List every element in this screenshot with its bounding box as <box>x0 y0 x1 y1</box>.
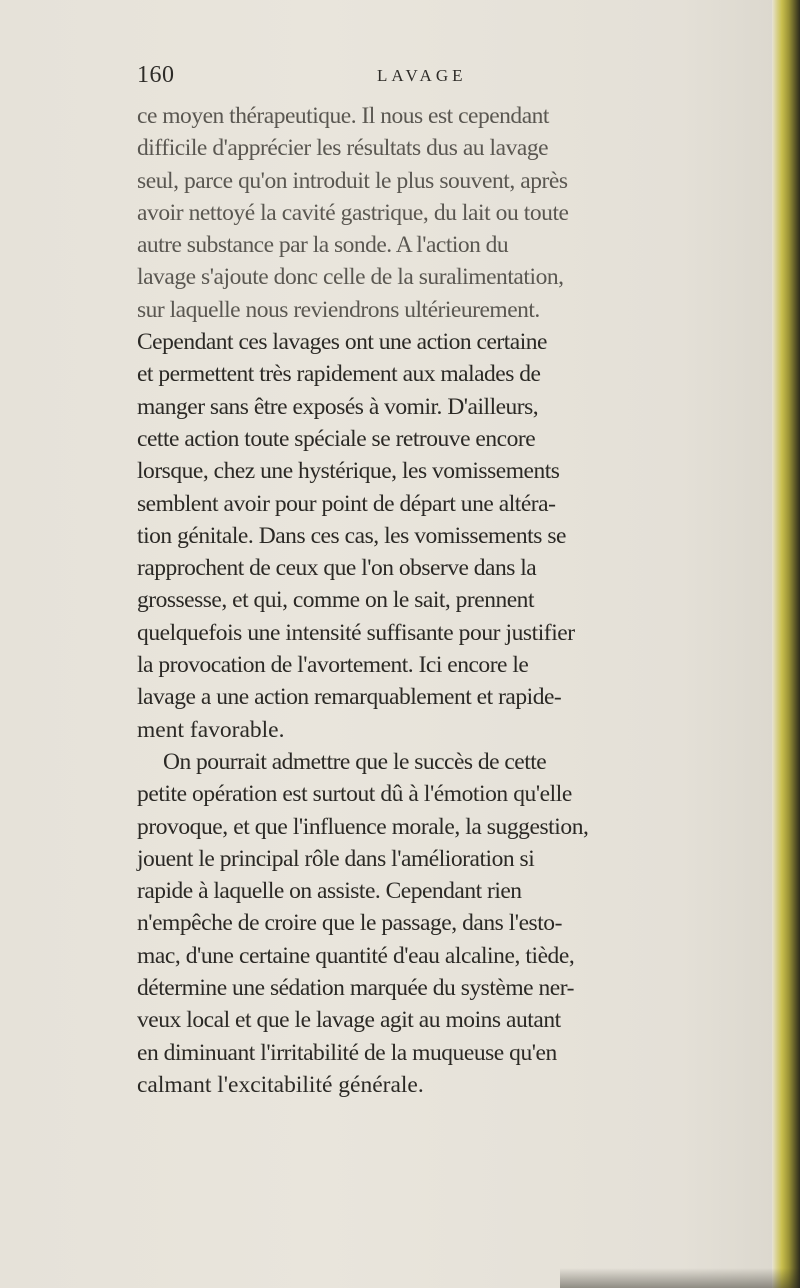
text-line: manger sans être exposés à vomir. D'ailleurs, <box>137 393 539 420</box>
text-line: autre substance par la sonde. A l'action du <box>137 232 509 259</box>
text-line: quelquefois une intensité suffisante pour justifier <box>137 619 575 646</box>
text-line: petite opération est surtout dû à l'émotion qu'elle <box>137 781 572 808</box>
text-line: veux local et que le lavage agit au moins autant <box>137 1007 561 1034</box>
page-bottom-shadow <box>560 1268 800 1288</box>
text-line: semblent avoir pour point de départ une altéra- <box>137 490 556 517</box>
text-line: mac, d'une certaine quantité d'eau alcaline, tiède, <box>137 942 575 969</box>
text-line: sur laquelle nous reviendrons ultérieurement. <box>137 296 540 323</box>
text-line: lavage a une action remarquablement et rapide- <box>137 684 562 711</box>
page-number: 160 <box>137 62 175 88</box>
text-line: la provocation de l'avortement. Ici encore le <box>137 652 529 679</box>
text-line: Cependant ces lavages ont une action certaine <box>137 329 547 356</box>
text-line: On pourrait admettre que le succès de cette <box>163 748 547 775</box>
text-line: difficile d'apprécier les résultats dus au lavage <box>137 135 549 162</box>
text-line: lavage s'ajoute donc celle de la suralimentation, <box>137 264 564 291</box>
page-header <box>137 62 777 92</box>
text-line: ment favorable. <box>137 716 285 743</box>
text-line: ce moyen thérapeutique. Il nous est cependant <box>137 103 549 129</box>
text-line: jouent le principal rôle dans l'amélioration si <box>137 845 535 872</box>
text-line: cette action toute spéciale se retrouve encore <box>137 425 536 452</box>
running-head: LAVAGE <box>377 66 467 85</box>
text-line: seul, parce qu'on introduit le plus souvent, après <box>137 167 568 194</box>
text-line: en diminuant l'irritabilité de la muqueuse qu'en <box>137 1039 557 1066</box>
text-line: rapide à laquelle on assiste. Cependant rien <box>137 878 522 905</box>
text-line: avoir nettoyé la cavité gastrique, du lait ou toute <box>137 199 569 226</box>
text-line: provoque, et que l'influence morale, la suggestion, <box>137 813 589 840</box>
text-line: calmant l'excitabilité générale. <box>137 1071 424 1098</box>
text-line: lorsque, chez une hystérique, les vomissements <box>137 458 560 485</box>
body-text <box>137 100 787 1101</box>
text-line: n'empêche de croire que le passage, dans l'esto- <box>137 910 562 937</box>
text-line: et permettent très rapidement aux malades de <box>137 361 541 388</box>
text-line: détermine une sédation marquée du système ner- <box>137 975 574 1002</box>
text-line: tion génitale. Dans ces cas, les vomissements se <box>137 522 566 549</box>
text-line: rapprochent de ceux que l'on observe dans la <box>137 555 537 582</box>
text-line: grossesse, et qui, comme on le sait, prennent <box>137 587 534 614</box>
